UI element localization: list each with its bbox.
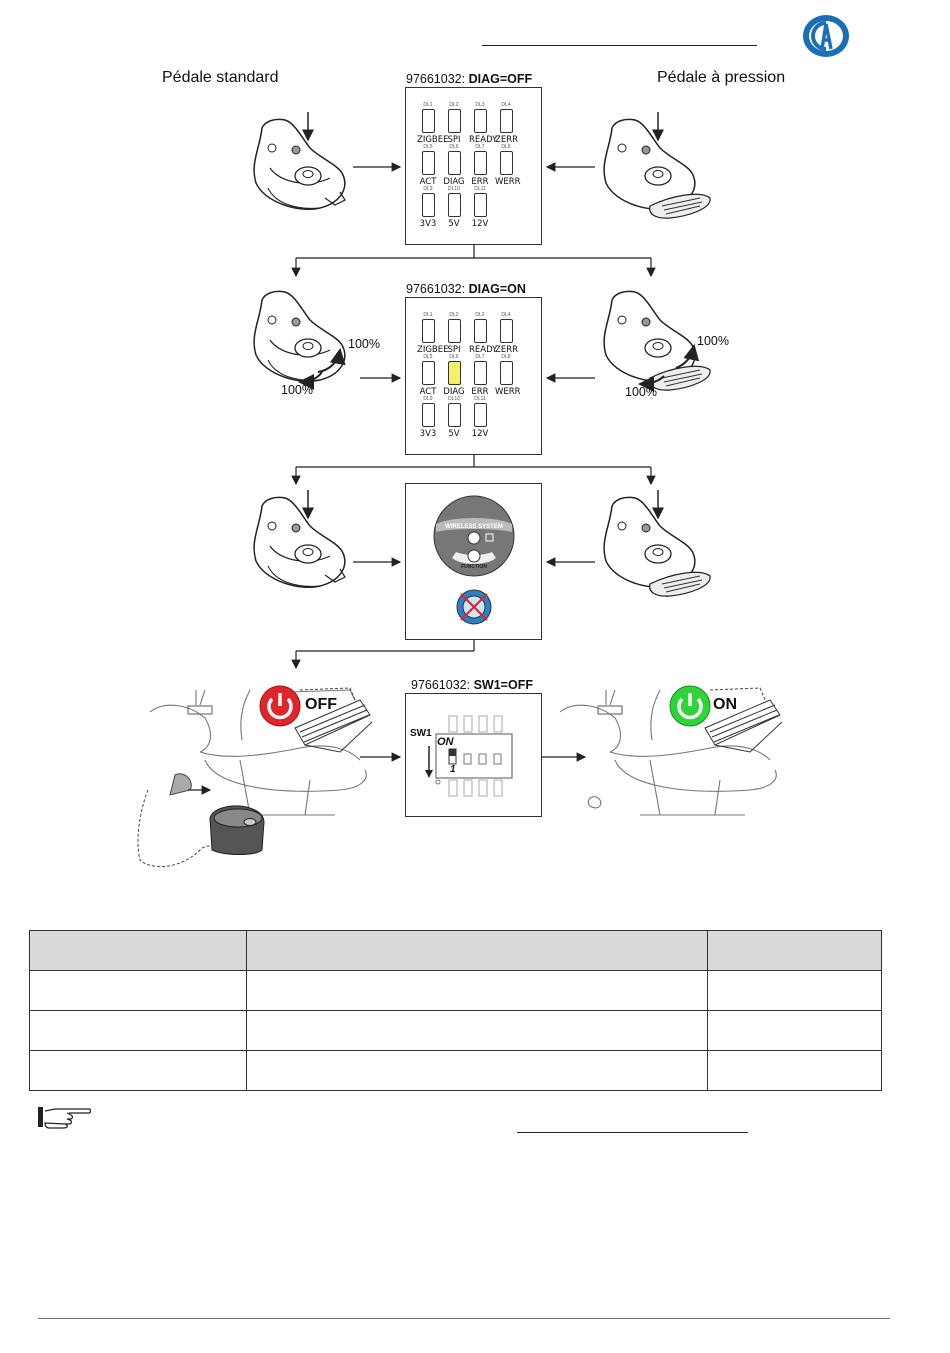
panel2-state: DIAG=ON xyxy=(468,282,526,296)
led-label: SPI xyxy=(447,345,461,355)
led-indicator xyxy=(443,144,465,187)
dip-on-label: ON xyxy=(437,736,454,748)
right-pedal-up-percent: 100% xyxy=(697,334,729,348)
led-label: READY xyxy=(469,345,498,355)
led-indicator xyxy=(495,354,521,397)
led-id: DL11 xyxy=(474,396,486,402)
table-row xyxy=(30,971,882,1011)
wireless-system-label: WIRELESS SYSTEM xyxy=(445,524,503,530)
led-indicator xyxy=(417,102,449,145)
led-light xyxy=(474,319,487,343)
note-underline xyxy=(517,1132,748,1133)
led-id: DL6 xyxy=(449,354,459,360)
led-indicator xyxy=(469,354,491,397)
led-light xyxy=(422,109,435,133)
dip-position-label: 1 xyxy=(450,764,456,775)
panel1-code: 97661032: xyxy=(406,72,466,86)
led-indicator xyxy=(495,144,521,187)
led-id: DL2 xyxy=(449,102,459,108)
led-label: ZERR xyxy=(495,135,519,145)
table-header-cell xyxy=(30,931,247,971)
led-light xyxy=(422,361,435,385)
led-label: 5V xyxy=(448,219,460,229)
led-id: DL5 xyxy=(423,144,433,150)
led-id: DL10 xyxy=(448,186,460,192)
button-disabled-icon xyxy=(455,588,493,626)
led-light xyxy=(448,193,461,217)
table-cell xyxy=(708,1011,882,1051)
led-id: DL1 xyxy=(423,102,433,108)
led-indicator xyxy=(443,102,465,145)
info-table xyxy=(29,930,882,1091)
led-indicator xyxy=(443,396,465,439)
table-cell xyxy=(708,1051,882,1091)
led-label: SPI xyxy=(447,135,461,145)
power-off-icon xyxy=(258,684,302,728)
led-indicator xyxy=(417,144,439,187)
table-cell xyxy=(30,1011,247,1051)
table-cell xyxy=(247,971,708,1011)
led-id: DL2 xyxy=(449,312,459,318)
led-indicator xyxy=(469,102,498,145)
led-label: 12V xyxy=(471,219,489,229)
led-indicator xyxy=(469,186,491,229)
power-on-icon xyxy=(668,684,712,728)
dip-switch-panel xyxy=(405,693,542,817)
table-row xyxy=(30,1011,882,1051)
panel2-code: 97661032: xyxy=(406,282,466,296)
led-light xyxy=(422,193,435,217)
power-off-label: OFF xyxy=(305,696,337,713)
led-indicator xyxy=(443,354,465,397)
wireless-panel xyxy=(405,483,542,640)
led-label: READY xyxy=(469,135,498,145)
table-header-cell xyxy=(708,931,882,971)
panel2-title xyxy=(406,282,526,296)
led-label: DIAG xyxy=(443,177,465,187)
led-light xyxy=(448,319,461,343)
led-label: ZERR xyxy=(495,345,519,355)
panel1-state: DIAG=OFF xyxy=(468,72,533,86)
table-row xyxy=(30,1051,882,1091)
led-id: DL3 xyxy=(475,312,485,318)
led-id: DL4 xyxy=(501,312,511,318)
dip-switch-drawing xyxy=(406,694,540,815)
led-label: ZIGBEE xyxy=(417,135,449,145)
pressure-pedal-heading: Pédale à pression xyxy=(657,69,786,86)
left-pedal-up-percent: 100% xyxy=(348,337,380,351)
led-light xyxy=(448,109,461,133)
left-pedal-down-percent: 100% xyxy=(281,383,313,397)
note-pointing-hand-icon xyxy=(37,1105,93,1129)
led-id: DL4 xyxy=(501,102,511,108)
led-light xyxy=(500,109,513,133)
led-id: DL7 xyxy=(475,144,485,150)
panel4-code: 97661032: xyxy=(411,678,471,692)
led-indicator xyxy=(469,396,491,439)
led-id: DL3 xyxy=(475,102,485,108)
led-indicator xyxy=(495,102,517,145)
led-light xyxy=(500,361,513,385)
led-id: DL8 xyxy=(501,144,511,150)
led-light xyxy=(422,319,435,343)
led-light xyxy=(500,151,513,175)
panel4-state: SW1=OFF xyxy=(473,678,533,692)
led-label: 5V xyxy=(448,429,460,439)
led-label: DIAG xyxy=(443,387,465,397)
table-cell xyxy=(247,1011,708,1051)
led-indicator xyxy=(443,186,465,229)
table-cell xyxy=(30,1051,247,1091)
table-header-cell xyxy=(247,931,708,971)
led-id: DL6 xyxy=(449,144,459,150)
function-label: FUNCTION xyxy=(461,564,487,570)
table-cell xyxy=(30,971,247,1011)
led-label: 3V3 xyxy=(419,219,437,229)
standard-pedal-heading: Pédale standard xyxy=(162,69,279,86)
led-id: DL9 xyxy=(423,396,433,402)
led-label: ERR xyxy=(471,387,489,397)
led-label: 12V xyxy=(471,429,489,439)
led-light xyxy=(422,151,435,175)
led-id: DL10 xyxy=(448,396,460,402)
led-light xyxy=(422,403,435,427)
table-header-row xyxy=(30,931,882,971)
led-id: DL9 xyxy=(423,186,433,192)
led-indicator xyxy=(443,312,465,355)
table-cell xyxy=(708,971,882,1011)
footer-rule xyxy=(38,1318,890,1319)
led-light xyxy=(474,403,487,427)
led-label: ERR xyxy=(471,177,489,187)
panel1-title xyxy=(406,72,532,86)
right-pedal-down-percent: 100% xyxy=(625,385,657,399)
led-id: DL5 xyxy=(423,354,433,360)
led-indicator xyxy=(469,312,498,355)
led-panel-diag-on xyxy=(405,297,542,455)
led-label: 3V3 xyxy=(419,429,437,439)
led-light xyxy=(500,319,513,343)
panel4-title xyxy=(411,678,533,692)
led-label: ACT xyxy=(419,177,437,187)
led-id: DL1 xyxy=(423,312,433,318)
led-light xyxy=(474,361,487,385)
led-label: ACT xyxy=(419,387,437,397)
led-label: WERR xyxy=(495,387,521,397)
led-indicator xyxy=(417,354,439,397)
led-label: ZIGBEE xyxy=(417,345,449,355)
led-light xyxy=(448,151,461,175)
led-id: DL8 xyxy=(501,354,511,360)
led-light xyxy=(474,109,487,133)
table-cell xyxy=(247,1051,708,1091)
sw1-label: SW1 xyxy=(410,728,432,739)
led-id: DL11 xyxy=(474,186,486,192)
led-light xyxy=(448,403,461,427)
power-on-label: ON xyxy=(713,696,737,713)
led-indicator xyxy=(417,312,449,355)
led-light xyxy=(448,361,461,385)
led-indicator xyxy=(495,312,517,355)
led-label: WERR xyxy=(495,177,521,187)
led-light xyxy=(474,193,487,217)
led-id: DL7 xyxy=(475,354,485,360)
led-indicator xyxy=(417,186,439,229)
led-indicator xyxy=(417,396,439,439)
led-indicator xyxy=(469,144,491,187)
led-panel-diag-off xyxy=(405,87,542,245)
led-light xyxy=(474,151,487,175)
